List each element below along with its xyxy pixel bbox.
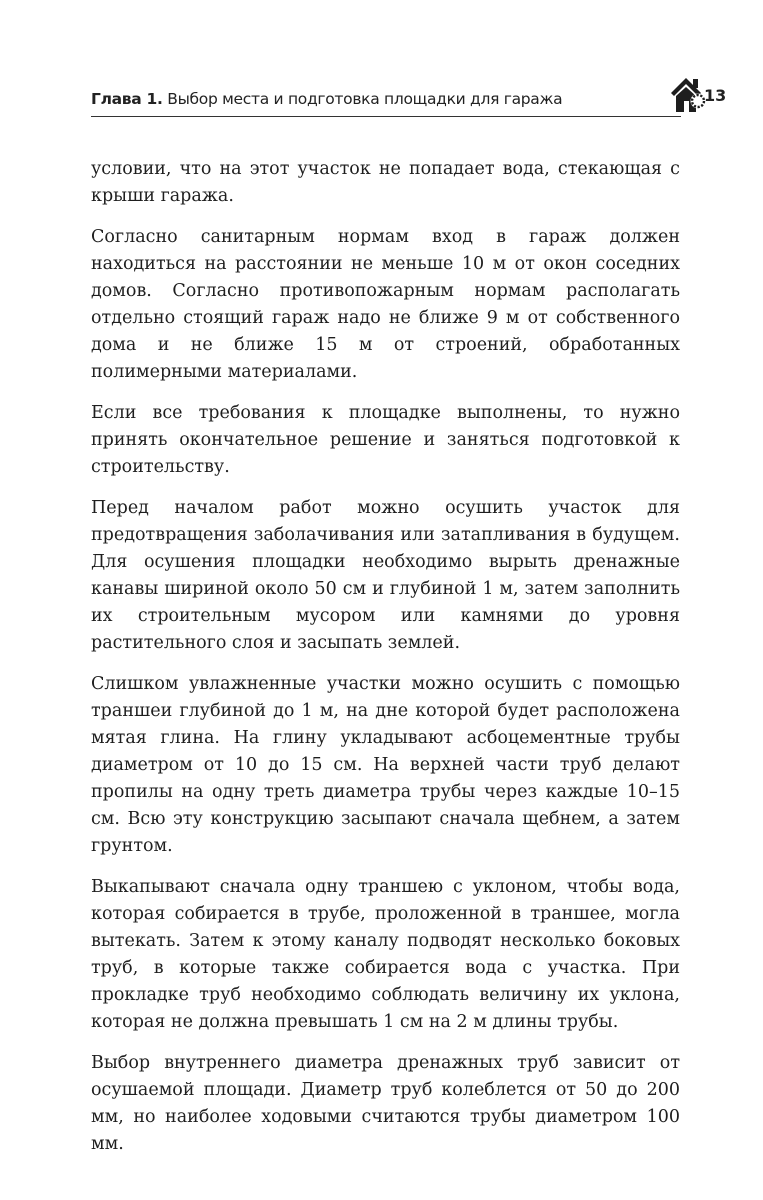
running-header <box>91 86 681 117</box>
page-number: 13 <box>704 86 727 105</box>
paragraph: Выбор внутреннего диаметра дренажных труб зависит от осушаемой площади. Диаметр труб колеблется от 50 до 200 мм, но наиболее ходовыми считаются трубы диаметром 100 мм. <box>91 1053 680 1154</box>
running-header-text <box>91 90 562 108</box>
chapter-label: Глава 1. <box>91 90 163 108</box>
paragraph: Согласно санитарным нормам вход в гараж должен находиться на расстоянии не меньше 10 м от окон соседних домов. Согласно противопожарным нормам располагать отдельно стоящий гараж надо не ближе 9 м от собственного дома и не ближе 15 м от строений, обработанных полимерными материалами. <box>91 227 680 382</box>
chapter-title: Выбор места и подготовка площадки для гаража <box>162 90 563 108</box>
paragraph: Слишком увлажненные участки можно осушить с помощью траншеи глубиной до 1 м, на дне которой будет расположена мятая глина. На глину укладывают асбоцементные трубы диаметром от 10 до 15 см. На верхней части труб делают пропилы на одну треть диаметра трубы через каждые 10–15 см. Всю эту конструкцию засыпают сначала щебнем, а затем грунтом. <box>91 674 680 856</box>
paragraph: Выкапывают сначала одну траншею с уклоном, чтобы вода, которая собирается в трубе, проложенной в траншее, могла вытекать. Затем к этому каналу подводят несколько боковых труб, в которые также собирается вода с участка. При прокладке труб необходимо соблюдать величину их уклона, которая не должна превышать 1 см на 2 м длины трубы. <box>91 877 680 1032</box>
paragraph: Если все требования к площадке выполнены, то нужно принять окончательное решение и заняться подготовкой к строительству. <box>91 403 680 477</box>
paragraph: Перед началом работ можно осушить участок для предотвращения заболачивания или затапливания в будущем. Для осушения площадки необходимо вырыть дренажные канавы шириной около 50 см и глубиной 1 м, затем заполнить их строительным мусором или камнями до уровня растительного слоя и засыпать землей. <box>91 498 680 653</box>
body-text <box>91 156 680 1172</box>
paragraph: условии, что на этот участок не попадает вода, стекающая с крыши гаража. <box>91 159 680 206</box>
